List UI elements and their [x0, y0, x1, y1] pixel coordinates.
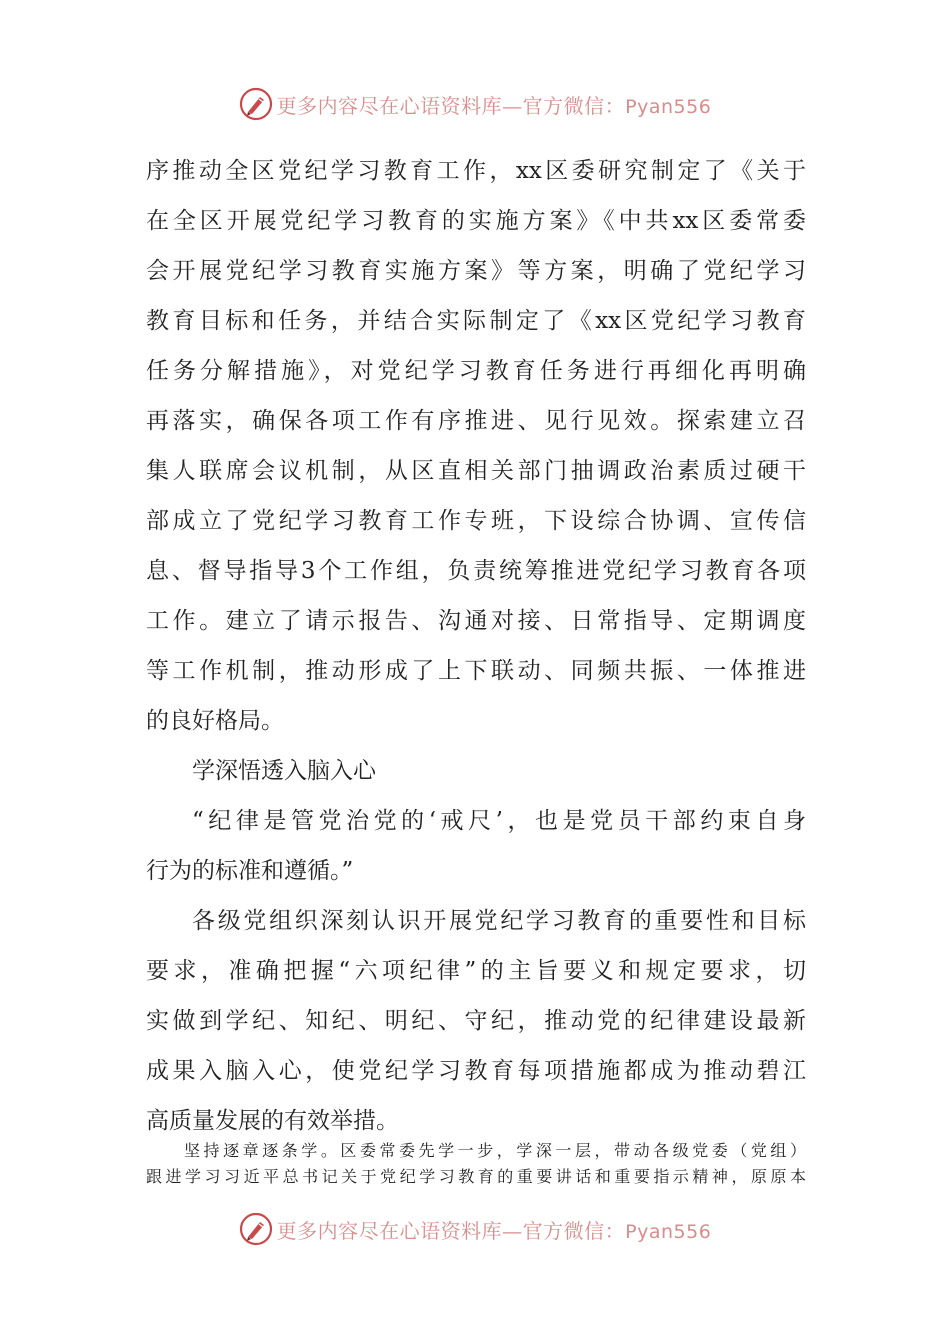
text-line: 任务分解措施》，对党纪学习教育任务进行再细化再明确 [146, 358, 806, 384]
text-line: 行为的标准和遵循。” [146, 858, 354, 884]
text-line: 部成立了党纪学习教育工作专班，下设综合协调、宣传信 [146, 508, 806, 534]
text-line: 坚持逐章逐条学。区委常委先学一步，学深一层，带动各级党委（党组） [184, 1141, 806, 1160]
text-line: 会开展党纪学习教育实施方案》等方案，明确了党纪学习 [146, 258, 806, 284]
text-line: 息、督导指导3个工作组，负责统筹推进党纪学习教育各项 [146, 558, 806, 584]
text-line: “纪律是管党治党的‘戒尺’，也是党员干部约束自身 [192, 808, 806, 834]
document-body [146, 146, 806, 1146]
text-line: 高质量发展的有效举措。 [146, 1108, 399, 1134]
text-line: 工作。建立了请示报告、沟通对接、日常指导、定期调度 [146, 608, 806, 634]
paragraph-1 [146, 146, 806, 746]
text-line: 在全区开展党纪学习教育的实施方案》《中共xx区委常委 [146, 208, 806, 234]
quote-paragraph [146, 796, 806, 896]
text-line: 再落实，确保各项工作有序推进、见行见效。探索建立召 [146, 408, 806, 434]
pen-logo-icon [239, 87, 273, 121]
text-line: 成果入脑入心，使党纪学习教育每项措施都成为推动碧江 [146, 1058, 806, 1084]
paragraph-2 [146, 896, 806, 1146]
text-line: 实做到学纪、知纪、明纪、守纪，推动党的纪律建设最新 [146, 1008, 806, 1034]
text-line: 集人联席会议机制，从区直相关部门抽调政治素质过硬干 [146, 458, 806, 484]
text-line: 教育目标和任务，并结合实际制定了《xx区党纪学习教育 [146, 308, 806, 334]
paragraph-3 [146, 1138, 806, 1190]
text-line: 等工作机制，推动形成了上下联动、同频共振、一体推进 [146, 658, 806, 684]
text-line: 要求，准确把握“六项纪律”的主旨要义和规定要求，切 [146, 958, 806, 984]
watermark-header [0, 84, 950, 124]
text-line: 序推动全区党纪学习教育工作，xx区委研究制定了《关于 [146, 158, 806, 184]
watermark-footer [0, 1209, 950, 1249]
section-heading: 学深悟透入脑入心 [192, 758, 376, 784]
watermark-text: 更多内容尽在心语资料库—官方微信：Pyan556 [276, 1218, 712, 1243]
watermark-text: 更多内容尽在心语资料库—官方微信：Pyan556 [276, 93, 712, 118]
text-line: 跟进学习习近平总书记关于党纪学习教育的重要讲话和重要指示精神，原原本 [146, 1167, 806, 1186]
pen-logo-icon [239, 1212, 273, 1246]
text-line: 的良好格局。 [146, 708, 284, 734]
text-line: 各级党组织深刻认识开展党纪学习教育的重要性和目标 [192, 908, 806, 934]
